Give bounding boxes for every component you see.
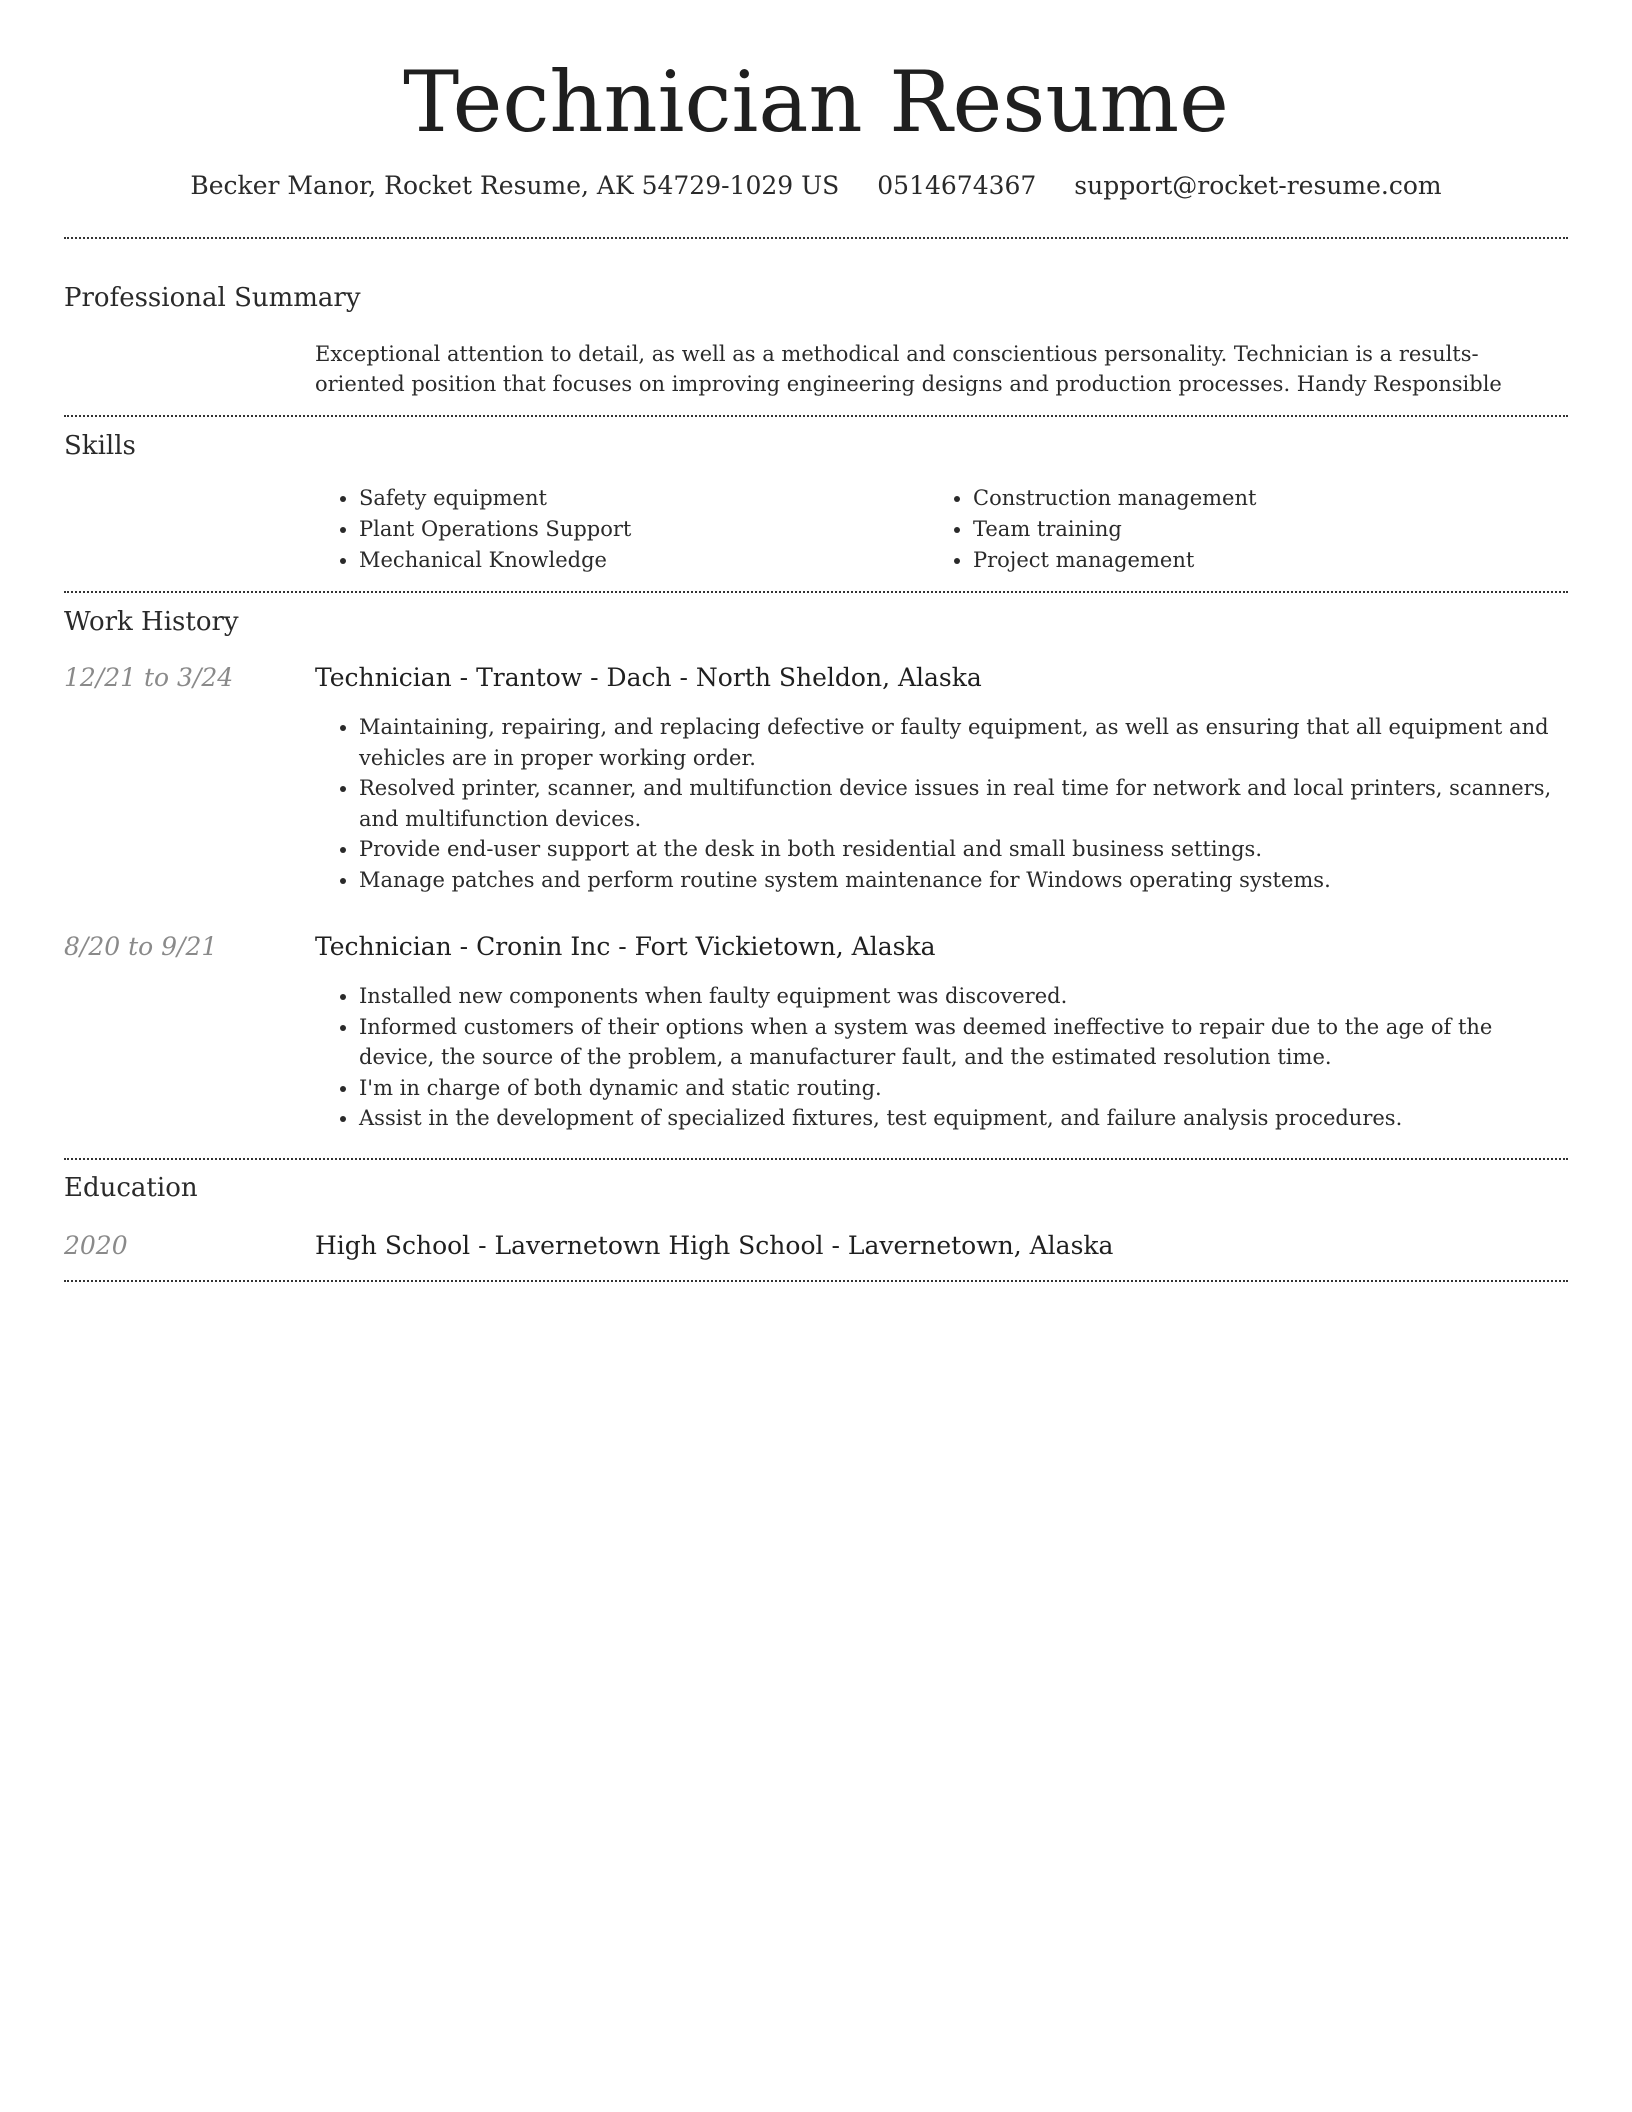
job-title: Technician - Cronin Inc - Fort Vickietown, Alaska: [315, 932, 936, 961]
job-bullet: • Provide end-user support at the desk in both residential and small business settings.: [359, 834, 1565, 865]
section-divider: [64, 1280, 1568, 1282]
job-dates: 12/21 to 3/24: [64, 663, 234, 692]
education-heading: Education: [64, 1173, 198, 1203]
skill-item: • Construction management: [973, 483, 1543, 514]
skill-item: • Team training: [973, 514, 1543, 545]
job-bullet: • Installed new components when faulty equipment was discovered.: [359, 981, 1565, 1012]
job-bullet: • I'm in charge of both dynamic and static routing.: [359, 1073, 1565, 1104]
job-bullet: • Assist in the development of specialized fixtures, test equipment, and failure analysis procedures.: [359, 1103, 1565, 1134]
education-date: 2020: [64, 1231, 128, 1260]
resume-title: Technician Resume: [403, 53, 1229, 151]
contact-line: [64, 168, 1568, 204]
section-divider: [64, 237, 1568, 239]
section-divider: [64, 415, 1568, 417]
job-bullet: • Maintaining, repairing, and replacing defective or faulty equipment, as well as ensuring that all equipment and vehicles are in proper working order.: [359, 712, 1565, 773]
section-divider: [64, 1158, 1568, 1160]
education-entry: High School - Lavernetown High School - Lavernetown, Alaska: [315, 1231, 1114, 1260]
job-bullets: [315, 712, 1565, 895]
job-title: Technician - Trantow - Dach - North Sheldon, Alaska: [315, 663, 982, 692]
skill-item: • Project management: [973, 545, 1543, 576]
contact-phone: 0514674367: [877, 171, 1037, 200]
skill-item: • Plant Operations Support: [359, 514, 929, 545]
job-dates: 8/20 to 9/21: [64, 932, 218, 961]
section-divider: [64, 591, 1568, 593]
resume-header: [64, 50, 1568, 154]
job-bullets: [315, 981, 1565, 1134]
job-bullet: • Manage patches and perform routine system maintenance for Windows operating systems.: [359, 865, 1565, 896]
job-bullet: • Informed customers of their options when a system was deemed ineffective to repair due to the age of the device, the source of the problem, a manufacturer fault, and the estimated resolution time.: [359, 1012, 1565, 1073]
skills-heading: Skills: [64, 431, 136, 461]
summary-text: Exceptional attention to detail, as well as a methodical and conscientious personality. Technician is a results-oriented position that focuses on improving engineering designs and production processes. Handy Responsible: [315, 342, 1502, 396]
job-bullet: • Resolved printer, scanner, and multifunction device issues in real time for network and local printers, scanners, and multifunction devices.: [359, 773, 1565, 834]
contact-address: Becker Manor, Rocket Resume, AK 54729-1029 US: [190, 171, 840, 200]
skill-item: • Safety equipment: [359, 483, 929, 514]
skills-column-left: [315, 483, 929, 576]
skills-column-right: [929, 483, 1543, 576]
contact-email: support@rocket-resume.com: [1074, 171, 1442, 200]
skills-list: [315, 483, 1565, 576]
skill-item: • Mechanical Knowledge: [359, 545, 929, 576]
work-history-heading: Work History: [64, 607, 239, 637]
summary-heading: Professional Summary: [64, 283, 361, 313]
